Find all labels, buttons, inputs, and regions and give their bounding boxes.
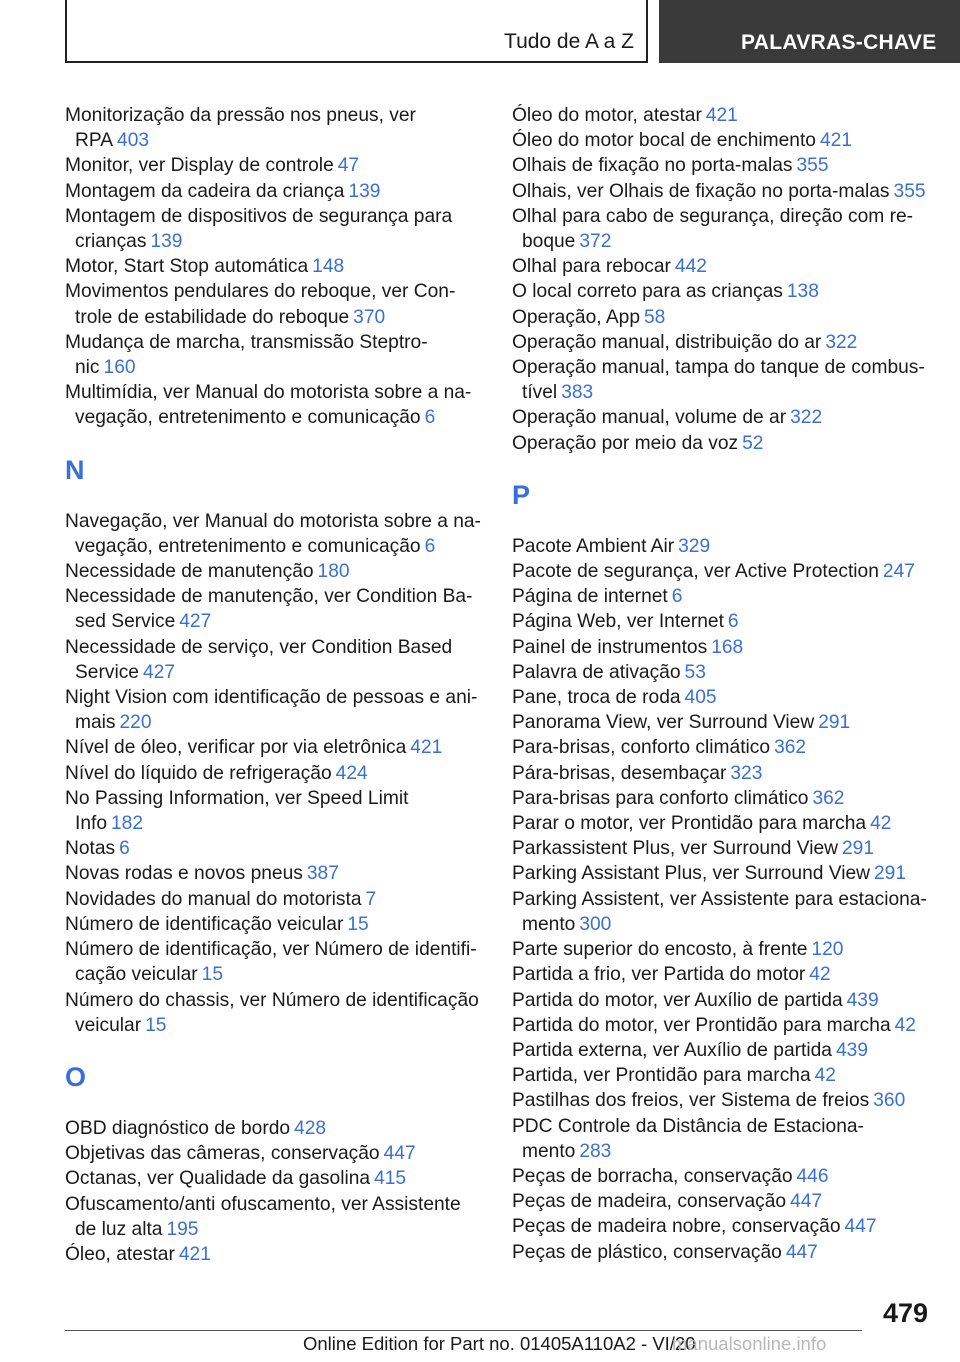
index-entry	[65, 330, 485, 380]
index-entry-text: Multimídia, ver Manual do motorista sobre a na-	[65, 382, 472, 404]
index-entry	[512, 988, 932, 1013]
index-entry-text: mento	[522, 1140, 576, 1162]
page-reference-link[interactable]: 139	[150, 231, 183, 253]
index-entry-text: Peças de borracha, conservação	[512, 1165, 793, 1187]
index-entry	[65, 912, 485, 937]
index-column-right	[512, 103, 932, 1265]
index-entry-text: RPA	[75, 130, 114, 152]
index-entry-text: Partida externa, ver Auxílio de partida	[512, 1039, 832, 1061]
index-entry-text: Ofuscamento/anti ofuscamento, ver Assistente	[65, 1193, 461, 1215]
index-entry	[512, 1063, 932, 1088]
index-letter-heading: O	[65, 1061, 87, 1092]
index-entry-text: Pára-brisas, desembaçar	[512, 762, 727, 784]
index-entry	[65, 153, 485, 178]
page-reference-link[interactable]: 247	[882, 561, 915, 583]
index-entry	[512, 609, 932, 634]
index-entry	[512, 710, 932, 735]
index-entry	[512, 534, 932, 559]
page-reference-link[interactable]: 421	[705, 105, 738, 126]
index-entry-text: Partida a frio, ver Partida do motor	[512, 964, 806, 986]
page-reference-link[interactable]: 283	[579, 1140, 612, 1162]
index-entry-text: Número de identificação, ver Número de identifi-	[65, 939, 477, 961]
page-reference-link[interactable]: 180	[317, 561, 350, 583]
page-reference-link[interactable]: 182	[111, 813, 144, 835]
page-reference-link[interactable]: 405	[684, 687, 717, 709]
page-number: 479	[882, 1298, 928, 1328]
index-entry	[512, 355, 932, 405]
page-reference-link[interactable]: 42	[894, 1014, 916, 1036]
page-reference-link[interactable]: 291	[841, 838, 874, 860]
index-entry-text: Motor, Start Stop automática	[65, 256, 309, 278]
index-entry-text: Parking Assistant Plus, ver Surround View	[512, 863, 870, 885]
page-reference-link[interactable]: 138	[786, 281, 819, 303]
index-entry	[65, 861, 485, 886]
page-reference-link[interactable]: 421	[178, 1243, 211, 1265]
index-entry	[512, 660, 932, 685]
index-entry-text: veicular	[75, 1014, 142, 1036]
index-entry-text: Panorama View, ver Surround View	[512, 712, 815, 734]
index-entry	[65, 204, 485, 254]
index-entry	[512, 735, 932, 760]
index-entry	[512, 431, 932, 456]
index-entry-text: O local correto para as crianças	[512, 281, 783, 303]
index-entry	[512, 103, 932, 128]
index-entry-text: Partida do motor, ver Auxílio de partida	[512, 989, 843, 1011]
index-entry-text: Para-brisas, conforto climático	[512, 737, 771, 759]
page-reference-link[interactable]: 383	[561, 382, 594, 404]
index-entry-text: No Passing Information, ver Speed Limit	[65, 787, 409, 809]
index-entry-text: Número do chassis, ver Número de identificação	[65, 989, 479, 1011]
index-entry-text: Necessidade de manutenção, ver Condition Ba-	[65, 586, 473, 608]
index-entry-text: Palavra de ativação	[512, 661, 681, 683]
index-entry	[512, 1240, 932, 1265]
footer-edition: Online Edition for Part no. 01405A110A2 - VI/20	[303, 1333, 696, 1354]
index-entry-text: Navegação, ver Manual do motorista sobre a na-	[65, 510, 481, 532]
index-entry-text: Partida, ver Prontidão para marcha	[512, 1065, 811, 1087]
index-entry	[512, 204, 932, 254]
index-entry	[65, 1141, 485, 1166]
page-reference-link[interactable]: 355	[893, 180, 926, 202]
index-entry-text: OBD diagnóstico de bordo	[65, 1117, 291, 1139]
index-entry-text: Service	[75, 661, 139, 683]
page-reference-link[interactable]: 447	[785, 1241, 818, 1263]
index-entry	[65, 735, 485, 760]
index-entry	[512, 305, 932, 330]
index-entry-text: Mudança de marcha, transmissão Steptro-	[65, 331, 428, 353]
index-entry	[65, 761, 485, 786]
index-entry-text: Pacote de segurança, ver Active Protection	[512, 561, 879, 583]
index-entry-text: Night Vision com identificação de pessoas e ani-	[65, 687, 478, 709]
index-entry	[512, 1214, 932, 1239]
page-reference-link[interactable]: 421	[819, 130, 852, 152]
index-entry	[512, 1088, 932, 1113]
index-entry	[512, 1013, 932, 1038]
index-entry	[65, 836, 485, 861]
page-reference-link[interactable]: 323	[730, 762, 763, 784]
index-entry-text: mento	[522, 913, 576, 935]
index-entry	[512, 861, 932, 886]
page-reference-link[interactable]: 322	[825, 331, 858, 353]
index-entry	[65, 937, 485, 987]
page-reference-link[interactable]: 362	[774, 737, 807, 759]
index-entry-text: Operação por meio da voz	[512, 432, 739, 454]
page-reference-link[interactable]: 322	[790, 407, 823, 429]
page-reference-link[interactable]: 6	[671, 586, 683, 608]
watermark: manualsonline.info	[672, 1333, 827, 1354]
index-entry-text: Nível do líquido de refrigeração	[65, 762, 332, 784]
index-entry-text: Peças de madeira, conservação	[512, 1191, 787, 1213]
page-reference-link[interactable]: 15	[201, 964, 223, 986]
index-entry	[512, 1114, 932, 1164]
index-entry-text: nic	[75, 357, 100, 379]
index-entry	[512, 254, 932, 279]
index-entry	[512, 1038, 932, 1063]
index-entry-text: Monitor, ver Display de controle	[65, 155, 334, 177]
page-reference-link[interactable]: 442	[674, 256, 707, 278]
index-entry-text: Objetivas das câmeras, conservação	[65, 1143, 380, 1165]
header-chapter-tab	[659, 0, 960, 63]
index-entry	[512, 559, 932, 584]
index-entry	[512, 937, 932, 962]
index-entry	[65, 509, 485, 559]
index-entry	[512, 685, 932, 710]
page-reference-link[interactable]: 291	[874, 863, 907, 885]
index-entry-text: Necessidade de manutenção	[65, 561, 314, 583]
page-reference-link[interactable]: 447	[844, 1216, 877, 1238]
page-reference-link[interactable]: 428	[294, 1117, 327, 1139]
page-reference-link[interactable]: 300	[579, 913, 612, 935]
page-reference-link[interactable]: 15	[145, 1014, 167, 1036]
index-entry-text: Pane, troca de roda	[512, 687, 681, 709]
index-entry-text: Página de internet	[512, 586, 668, 608]
page-reference-link[interactable]: 387	[306, 863, 339, 885]
page-reference-link[interactable]: 53	[684, 661, 706, 683]
index-entry-text: vegação, entretenimento e comunicação	[75, 407, 421, 429]
index-entry	[65, 1242, 485, 1267]
index-entry-text: Painel de instrumentos	[512, 636, 708, 658]
index-entry	[512, 584, 932, 609]
index-entry-text: crianças	[75, 231, 147, 253]
index-entry	[512, 405, 932, 430]
index-entry-text: Parte superior do encosto, à frente	[512, 939, 808, 961]
index-entry-text: mais	[75, 712, 116, 734]
page-reference-link[interactable]: 370	[353, 306, 386, 328]
page-reference-link[interactable]: 372	[579, 231, 612, 253]
section-title: Tudo de A a Z	[504, 30, 634, 53]
index-entry-text: Óleo do motor, atestar	[512, 105, 702, 126]
index-column-left	[65, 103, 485, 1267]
page-reference-link[interactable]: 52	[742, 432, 764, 454]
page-reference-link[interactable]: 427	[142, 661, 175, 683]
index-letter-heading: N	[65, 454, 85, 485]
page-reference-link[interactable]: 421	[410, 737, 443, 759]
index-entry-text: boque	[522, 231, 576, 253]
index-entry	[65, 380, 485, 430]
index-entry	[512, 786, 932, 811]
page-reference-link[interactable]: 427	[179, 611, 212, 633]
index-entry	[65, 887, 485, 912]
index-entry-text: trole de estabilidade do reboque	[75, 306, 350, 328]
index-entry-text: PDC Controle da Distância de Estaciona-	[512, 1115, 864, 1137]
page-reference-link[interactable]: 47	[337, 155, 360, 177]
page-reference-link[interactable]: 42	[870, 813, 892, 835]
index-entry-text: Número de identificação veicular	[65, 913, 344, 935]
index-entry	[512, 811, 932, 836]
index-entry	[512, 279, 932, 304]
page-reference-link[interactable]: 447	[383, 1143, 416, 1165]
index-entry	[65, 1166, 485, 1191]
page-reference-link[interactable]: 362	[812, 787, 845, 809]
index-entry-text: Operação manual, distribuição do ar	[512, 331, 822, 353]
footer-divider	[65, 1330, 862, 1331]
index-entry-text: Operação manual, tampa do tanque de combus-	[512, 357, 925, 379]
page-reference-link[interactable]: 168	[711, 636, 744, 658]
page-reference-link[interactable]: 220	[119, 712, 152, 734]
page-reference-link[interactable]: 403	[117, 130, 150, 152]
page-reference-link[interactable]: 148	[312, 256, 345, 278]
index-entry	[65, 988, 485, 1038]
page-reference-link[interactable]: 355	[796, 155, 829, 177]
index-entry	[65, 559, 485, 584]
page-reference-link[interactable]: 446	[796, 1165, 829, 1187]
chapter-title: PALAVRAS-CHAVE	[741, 31, 937, 54]
index-entry	[512, 1164, 932, 1189]
page-reference-link[interactable]: 424	[335, 762, 368, 784]
index-entry	[65, 584, 485, 634]
page-reference-link[interactable]: 42	[814, 1065, 836, 1087]
page-reference-link[interactable]: 6	[119, 838, 130, 860]
index-entry-text: Operação manual, volume de ar	[512, 407, 787, 429]
page-reference-link[interactable]: 360	[873, 1090, 906, 1112]
index-entry-text: Partida do motor, ver Prontidão para marcha	[512, 1014, 891, 1036]
index-entry-text: Peças de madeira nobre, conservação	[512, 1216, 841, 1238]
page-reference-link[interactable]: 329	[678, 535, 711, 557]
page-reference-link[interactable]: 6	[727, 611, 739, 633]
index-entry	[65, 179, 485, 204]
index-entry-text: cação veicular	[75, 964, 198, 986]
index-entry-text: Montagem da cadeira da criança	[65, 180, 345, 202]
index-entry	[512, 836, 932, 861]
index-entry-text: Para-brisas para conforto climático	[512, 787, 809, 809]
index-entry-text: Parar o motor, ver Prontidão para marcha	[512, 813, 867, 835]
index-entry-text: Parkassistent Plus, ver Surround View	[512, 838, 838, 860]
page-reference-link[interactable]: 6	[424, 535, 436, 557]
index-entry-text: Montagem de dispositivos de segurança para	[65, 205, 453, 227]
page-reference-link[interactable]: 58	[644, 306, 666, 328]
index-entry-text: Olhal para cabo de segurança, direção com re-	[512, 205, 914, 227]
index-entry-text: Notas	[65, 838, 116, 860]
index-entry-text: Peças de plástico, conservação	[512, 1241, 782, 1263]
index-entry	[65, 1116, 485, 1141]
index-entry-text: vegação, entretenimento e comunicação	[75, 535, 421, 557]
index-entry-text: Óleo, atestar	[65, 1243, 175, 1265]
index-entry-text: tível	[522, 382, 558, 404]
index-entry-text: Nível de óleo, verificar por via eletrônica	[65, 737, 407, 759]
index-entry-text: sed Service	[75, 611, 176, 633]
page-reference-link[interactable]: 139	[348, 180, 381, 202]
index-entry	[512, 179, 932, 204]
index-entry-text: Info	[75, 813, 108, 835]
index-entry-text: Monitorização da pressão nos pneus, ver	[65, 105, 416, 126]
page-reference-link[interactable]: 415	[374, 1168, 407, 1190]
index-entry-text: Pastilhas dos freios, ver Sistema de freios	[512, 1090, 870, 1112]
page-reference-link[interactable]: 42	[809, 964, 831, 986]
index-entry-text: Octanas, ver Qualidade da gasolina	[65, 1168, 371, 1190]
index-letter-heading: P	[512, 479, 531, 510]
index-entry	[65, 685, 485, 735]
index-entry-text: Necessidade de serviço, ver Condition Based	[65, 636, 453, 658]
page-reference-link[interactable]: 7	[365, 888, 377, 910]
page-reference-link[interactable]: 439	[846, 989, 879, 1011]
index-entry-text: Pacote Ambient Air	[512, 535, 675, 557]
index-entry-text: de luz alta	[75, 1218, 163, 1240]
index-entry-text: Óleo do motor bocal de enchimento	[512, 130, 816, 152]
index-entry-text: Novidades do manual do motorista	[65, 888, 362, 910]
index-entry	[512, 1189, 932, 1214]
index-entry	[512, 330, 932, 355]
index-entry	[65, 786, 485, 836]
index-entry	[512, 761, 932, 786]
page-reference-link[interactable]: 439	[835, 1039, 868, 1061]
index-entry	[512, 635, 932, 660]
page-reference-link[interactable]: 291	[818, 712, 851, 734]
page-reference-link[interactable]: 6	[424, 407, 436, 429]
index-entry-text: Olhais de fixação no porta-malas	[512, 155, 793, 177]
index-entry	[512, 128, 932, 153]
page-reference-link[interactable]: 120	[811, 939, 844, 961]
index-entry	[512, 153, 932, 178]
index-entry	[65, 254, 485, 279]
index-entry-text: Movimentos pendulares do reboque, ver Con-	[65, 281, 456, 303]
index-entry	[65, 279, 485, 329]
index-entry-text: Olhal para rebocar	[512, 256, 671, 278]
index-entry	[65, 635, 485, 685]
index-entry-text: Operação, App	[512, 306, 641, 328]
index-entry	[512, 887, 932, 937]
page-reference-link[interactable]: 195	[166, 1218, 199, 1240]
index-entry	[65, 1192, 485, 1242]
page-reference-link[interactable]: 447	[790, 1191, 823, 1213]
index-entry-text: Olhais, ver Olhais de fixação no porta-malas	[512, 180, 890, 202]
index-entry	[65, 103, 485, 153]
page-reference-link[interactable]: 15	[347, 913, 369, 935]
index-entry-text: Página Web, ver Internet	[512, 611, 724, 633]
index-entry-text: Novas rodas e novos pneus	[65, 863, 303, 885]
header-section-tab	[65, 0, 648, 63]
index-entry-text: Parking Assistent, ver Assistente para estaciona-	[512, 888, 927, 910]
page-reference-link[interactable]: 160	[103, 357, 136, 379]
index-entry	[512, 962, 932, 987]
